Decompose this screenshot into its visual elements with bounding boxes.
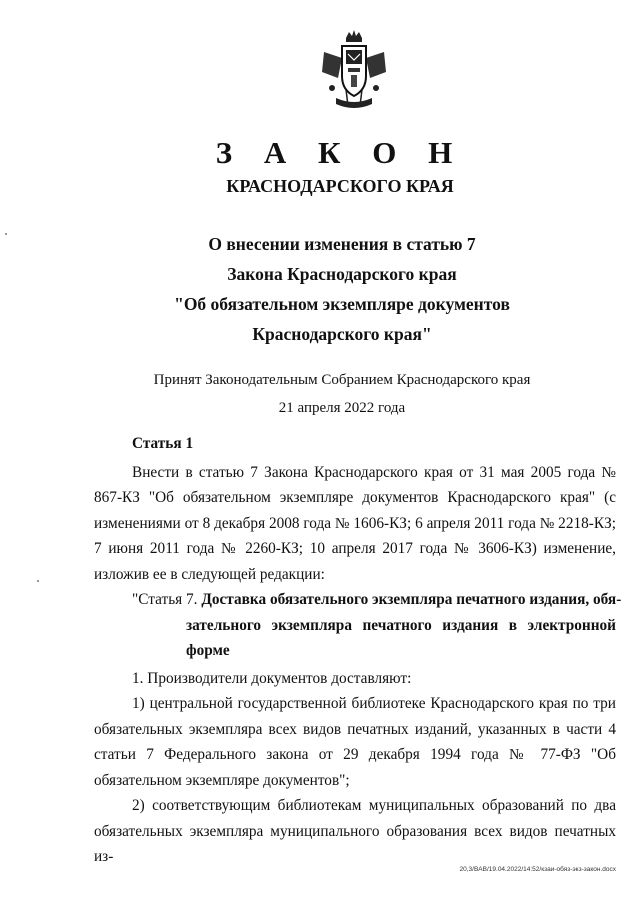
item-1: 1. Производители документов доставляют: — [132, 669, 412, 687]
article7-title-part1: Доставка обязательного экземпляра печатного издания, обя- — [201, 591, 622, 608]
article7-prefix: "Статья 7. — [132, 591, 202, 608]
law-subject — [0, 229, 640, 349]
subject-line: Краснодарского края" — [252, 324, 432, 344]
document-body — [94, 431, 622, 870]
scan-speck — [5, 233, 7, 235]
article7-heading-line — [94, 587, 622, 613]
adopted-by: Принят Законодательным Собранием Краснодарского края — [153, 372, 531, 388]
subject-line: О внесении изменения в статью 7 — [208, 234, 476, 254]
adoption-date: 21 апреля 2022 года — [278, 400, 406, 416]
document-footer-code: 20,3/BAB/19.04.2022/14:52/кзаи-обяз-экз-закон.docx — [459, 866, 616, 873]
article7-title-part2: зательного экземпляра печатного издания в электронной форме — [186, 616, 616, 659]
subject-line: "Об обязательном экземпляре документов — [174, 294, 510, 314]
region-title: КРАСНОДАРСКОГО КРАЯ — [226, 176, 454, 196]
article-paragraph: Внести в статью 7 Закона Краснодарского края от 31 мая 2005 года № 867-КЗ "Об обязательном экземпляре документов Краснодарского края" (с изменениями от 8 декабря 2008 года № 1606-КЗ; 6 апреля 2011 года № 2218-КЗ; 7 июня 2011 года № 2260-КЗ; 10 апреля 2017 года № 3606-КЗ) изменение, изложив ее в следующей редакции: — [94, 463, 616, 583]
law-title: З А К О Н — [215, 135, 465, 170]
scan-speck — [37, 580, 39, 582]
krasnodar-coat-of-arms-icon — [318, 28, 390, 114]
article-heading: Статья 1 — [132, 435, 194, 452]
item-1-2: 2) соответствующим библиотекам муниципальных образований по два обязательных экземпляра муниципального образования всех видов печатных из- — [94, 797, 616, 865]
item-1-1: 1) центральной государственной библиотеке Краснодарского края по три обязательных экземпляра всех видов печатных изданий, указанных в части 4 статьи 7 Федерального закона от 29 декабря 1994 года № 77-ФЗ "Об обязательном экземпляре документов"; — [94, 695, 616, 789]
subject-line: Закона Краснодарского края — [227, 264, 457, 284]
adoption-info — [0, 366, 640, 422]
